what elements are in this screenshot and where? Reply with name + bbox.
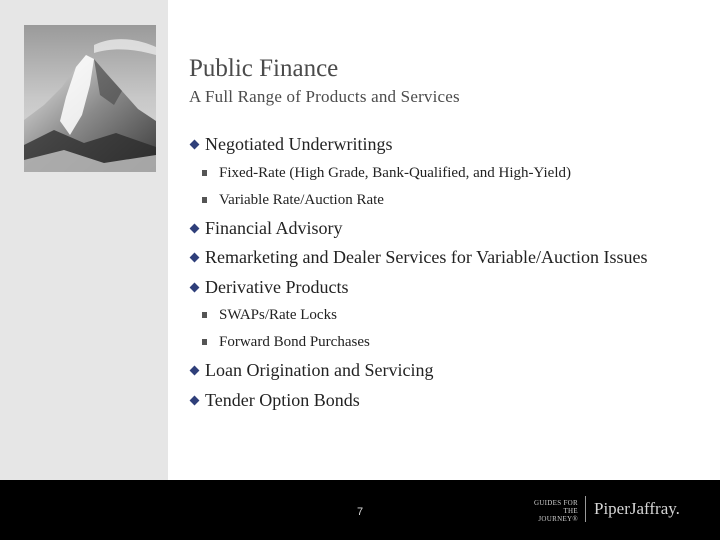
list-item-text: SWAPs/Rate Locks xyxy=(219,307,337,323)
list-item xyxy=(190,217,690,241)
logo-divider xyxy=(585,496,586,522)
list-item-text: Forward Bond Purchases xyxy=(219,334,370,350)
diamond-bullet-icon xyxy=(190,223,200,233)
square-bullet-icon xyxy=(202,312,207,318)
list-item-text: Variable Rate/Auction Rate xyxy=(219,191,384,208)
square-bullet-icon xyxy=(202,197,207,203)
list-item-text: Tender Option Bonds xyxy=(205,389,360,410)
square-bullet-icon xyxy=(202,170,207,176)
list-item xyxy=(190,246,690,270)
list-item-text: Negotiated Underwritings xyxy=(205,134,393,154)
diamond-bullet-icon xyxy=(190,253,200,263)
title-block xyxy=(189,54,460,108)
left-sidebar-panel xyxy=(0,0,168,480)
list-item-text: Derivative Products xyxy=(205,276,349,297)
list-item-text: Remarketing and Dealer Services for Variable/Auction Issues xyxy=(205,247,648,267)
diamond-bullet-icon xyxy=(190,282,200,292)
diamond-bullet-icon xyxy=(190,395,200,405)
list-item xyxy=(190,359,690,383)
bullet-list xyxy=(190,133,690,418)
list-item xyxy=(192,305,690,325)
tagline-line-2: THE JOURNEY® xyxy=(538,507,578,523)
diamond-bullet-icon xyxy=(190,140,200,150)
tagline-logo xyxy=(528,499,578,523)
list-item-text: Financial Advisory xyxy=(205,217,343,238)
list-item xyxy=(192,163,690,183)
list-item-text: Loan Origination and Servicing xyxy=(205,360,434,380)
list-item xyxy=(190,389,690,413)
square-bullet-icon xyxy=(202,339,207,345)
brand-logo: PiperJaffray. xyxy=(594,499,680,518)
list-item-text: Fixed-Rate (High Grade, Bank-Qualified, and High-Yield) xyxy=(219,164,571,181)
list-item xyxy=(190,133,690,157)
list-item xyxy=(190,276,690,300)
mountain-photo xyxy=(24,25,156,172)
slide-subtitle: A Full Range of Products and Services xyxy=(189,87,460,106)
footer-bar xyxy=(0,480,720,540)
page-number: 7 xyxy=(356,506,364,518)
slide-title: Public Finance xyxy=(189,55,339,82)
tagline-line-1: GUIDES FOR xyxy=(533,499,578,507)
diamond-bullet-icon xyxy=(190,366,200,376)
list-item xyxy=(192,190,690,210)
list-item xyxy=(192,332,690,352)
